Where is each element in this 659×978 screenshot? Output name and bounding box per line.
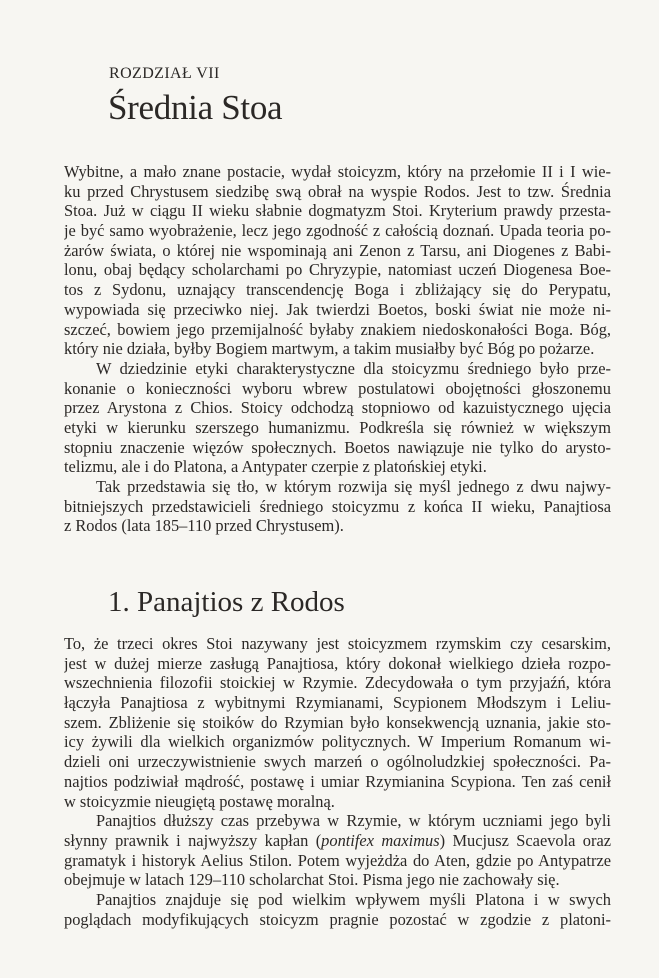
text-line: obejmuje w latach 129–110 scholarchat Stoi. Pisma jego nie zachowały się.: [64, 870, 560, 890]
text-line: najtios podziwiał mądrość, postawę i umiar Rzymianina Scypiona. Ten zaś cenił: [64, 771, 611, 791]
text-line: lonu, obaj będący scholarchami po Chryzypie, natomiast uczeń Diogenesa Boe-: [64, 260, 611, 280]
intro-text: [64, 162, 611, 536]
text-line: ku przed Chrystusem siedzibę swą obrał na wyspie Rodos. Jest to tzw. Średnia: [64, 181, 611, 201]
section-title: 1. Panajtios z Rodos: [108, 586, 345, 618]
text-line: szczeć, bowiem jego przemijalność byłaby znakiem niedoskonałości Boga. Bóg,: [64, 319, 611, 339]
text-line: konanie o konieczności wyboru wbrew postulatowi obojętności głoszonemu: [64, 378, 611, 398]
text-line: który nie działa, byłby Bogiem martwym, a takim musiałby być Bóg po pożarze.: [64, 339, 595, 359]
text-line: Panajtios znajduje się pod wielkim wpływem myśli Platona i w swych: [96, 889, 611, 909]
section-text: [64, 634, 611, 929]
text-line: Tak przedstawia się tło, w którym rozwija się myśl jednego z dwu najwy-: [96, 477, 611, 496]
text-line: dzieli oni urzeczywistnienie swych marzeń o ogólnoludzkiej społeczności. Pa-: [64, 752, 611, 772]
text-line: łączyła Panajtiosa z wybitnymi Rzymianami, Scypionem Młodszym i Leliu-: [64, 693, 611, 713]
text-line: icy żywili dla wielkich organizmów politycznych. W Imperium Romanum wi-: [64, 732, 611, 752]
italic-term: pontifex maximus: [321, 830, 440, 850]
text-line: żarów świata, o której nie wspominają ani Zenon z Tarsu, ani Diogenes z Babi-: [64, 240, 611, 260]
text-line: je być samo wyobrażenie, lecz jego zgodność z całością doznań. Upada teoria po-: [64, 221, 611, 241]
text-line: wypowiada się przeciwko niej. Jak twierdzi Boetos, boski świat nie może ni-: [64, 299, 611, 319]
text-line: Stoa. Już w ciągu II wieku słabnie dogmatyzm Stoi. Kryterium prawdy przesta-: [64, 201, 611, 221]
text-line: jest w dużej mierze zasługą Panajtiosa, który dokonał wielkiego dzieła rozpo-: [64, 653, 611, 673]
text-line: w stoicyzmie nieugiętą postawę moralną.: [64, 791, 335, 811]
text-line: W dziedzinie etyki charakterystyczne dla stoicyzmu średniego było prze-: [96, 358, 611, 378]
text-line: stopniu znaczenie więzów społecznych. Boetos nawiązuje nie tylko do arysto-: [64, 437, 611, 457]
text-line: z Rodos (lata 185–110 przed Chrystusem).: [64, 516, 344, 536]
text-line-with-italic: [64, 831, 611, 851]
text-line: tos z Sydonu, uznający transcendencję Boga i zbliżający się do Perypatu,: [64, 280, 611, 300]
text-line: bitniejszych przedstawicieli średniego stoicyzmu z końca II wieku, Panajtiosa: [64, 496, 611, 516]
text-line: przez Arystona z Chios. Stoicy odchodzą stopniowo od kazuistycznego ujęcia: [64, 398, 611, 418]
text-segment: słynny prawnik i najwyższy kapłan (: [64, 830, 322, 850]
text-line: etyki w kierunku szerszego humanizmu. Podkreśla się również w większym: [64, 417, 611, 437]
text-line: Wybitne, a mało znane postacie, wydał stoicyzm, który na przełomie II i I wie-: [64, 162, 611, 181]
text-line: wszechnienia filozofii stoickiej w Rzymie. Zdecydowała o tym przyjaźń, która: [64, 673, 611, 693]
chapter-label: ROZDZIAŁ VII: [109, 65, 220, 82]
text-line: Panajtios dłuższy czas przebywa w Rzymie, w którym uczniami jego byli: [96, 811, 611, 831]
text-segment: ) Mucjusz Scaevola oraz: [439, 830, 611, 850]
text-line: szem. Zbliżenie się stoików do Rzymian było konsekwencją uznania, jakie sto-: [64, 712, 611, 732]
text-line: telizmu, ale i do Platona, a Antypater czerpie z platońskiej etyki.: [64, 457, 487, 477]
chapter-title: Średnia Stoa: [108, 88, 283, 127]
text-line: poglądach modyfikujących stoicyzm pragnie pozostać w zgodzie z platoni-: [64, 909, 611, 929]
text-line: To, że trzeci okres Stoi nazywany jest stoicyzmem rzymskim czy cesarskim,: [64, 634, 611, 653]
text-line: gramatyk i historyk Aelius Stilon. Potem wyjeżdża do Aten, gdzie po Antypatrze: [64, 850, 611, 870]
